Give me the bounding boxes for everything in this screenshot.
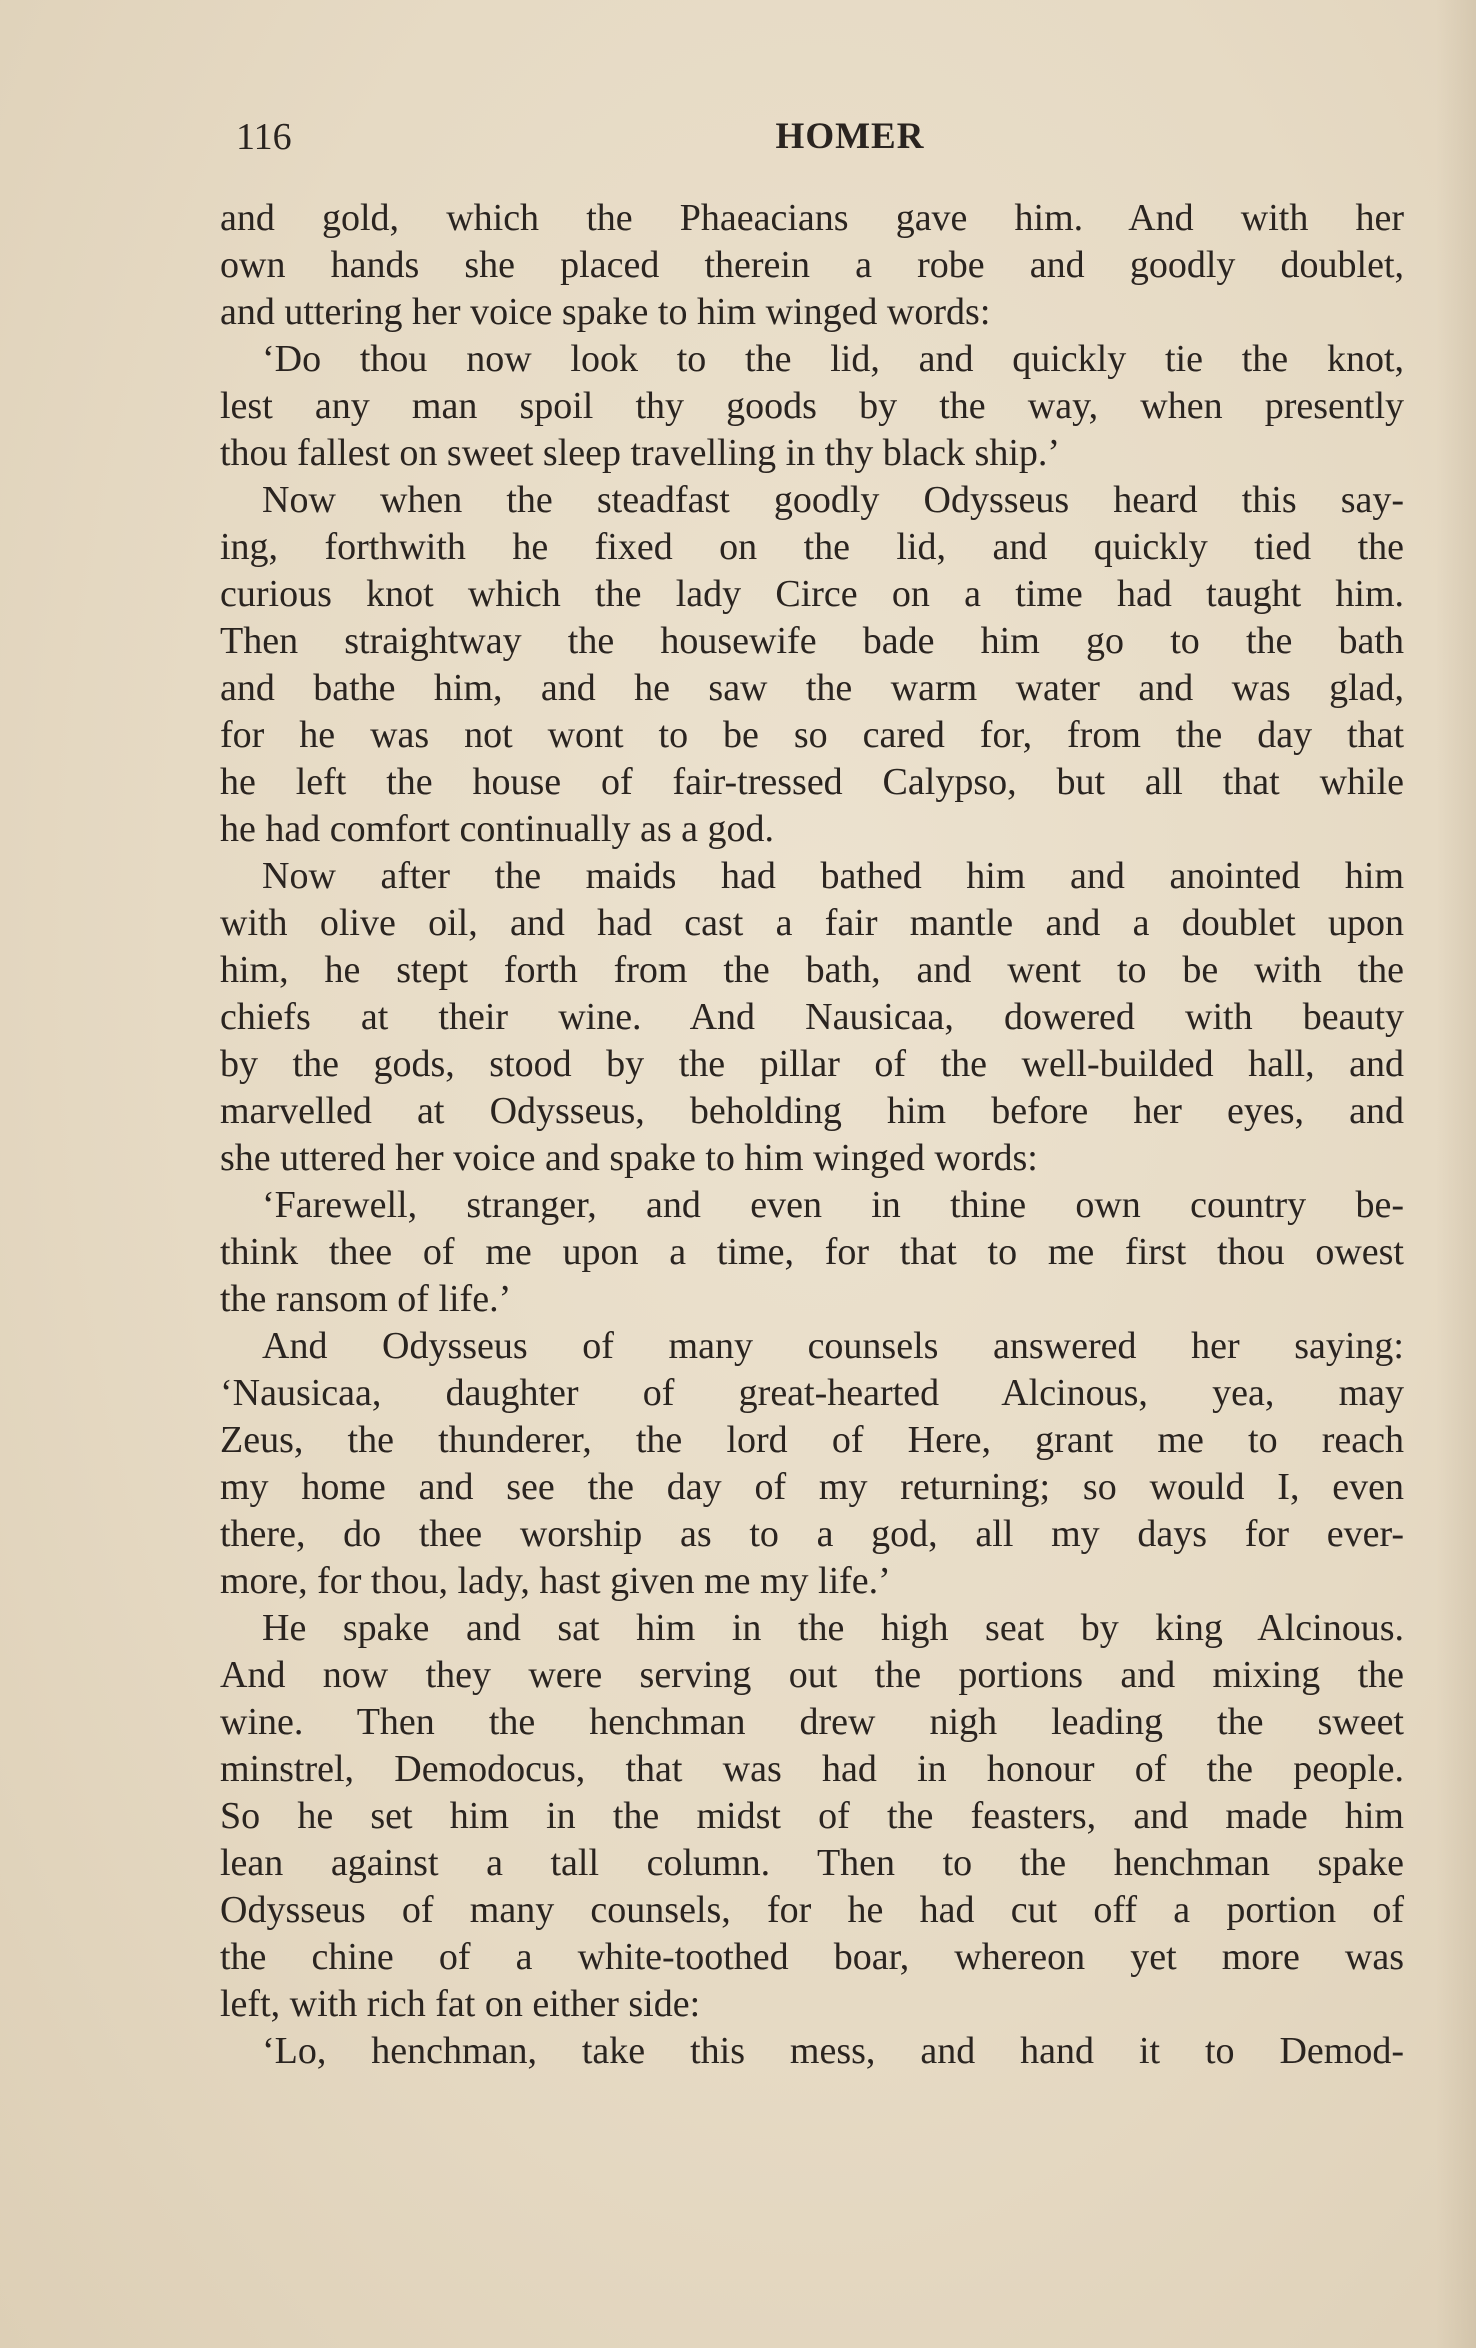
- running-head: [236, 112, 1404, 162]
- text-line: ‘Do thou now look to the lid, and quickly tie the knot,: [262, 338, 1404, 380]
- text-line: left, with rich fat on either side:: [220, 1983, 701, 2025]
- text-line: So he set him in the midst of the feasters, and made him: [220, 1795, 1404, 1837]
- text-line: Odysseus of many counsels, for he had cut off a portion of: [220, 1889, 1404, 1931]
- text-line: there, do thee worship as to a god, all my days for ever-: [220, 1513, 1404, 1555]
- text-line: He spake and sat him in the high seat by king Alcinous.: [262, 1607, 1404, 1649]
- text-line: my home and see the day of my returning; so would I, even: [220, 1466, 1404, 1508]
- text-line: marvelled at Odysseus, beholding him before her eyes, and: [220, 1090, 1404, 1132]
- text-line: ‘Lo, henchman, take this mess, and hand it to Demod-: [262, 2030, 1404, 2072]
- text-line: Now when the steadfast goodly Odysseus heard this say-: [262, 479, 1404, 521]
- text-line: more, for thou, lady, hast given me my life.’: [220, 1560, 891, 1602]
- text-line: him, he stept forth from the bath, and went to be with the: [220, 949, 1404, 991]
- text-line: minstrel, Demodocus, that was had in honour of the people.: [220, 1748, 1404, 1790]
- text-line: curious knot which the lady Circe on a time had taught him.: [220, 573, 1404, 615]
- text-line: Now after the maids had bathed him and anointed him: [262, 855, 1404, 897]
- text-line: he had comfort continually as a god.: [220, 808, 775, 850]
- text-line: the ransom of life.’: [220, 1278, 512, 1320]
- text-line: Zeus, the thunderer, the lord of Here, grant me to reach: [220, 1419, 1404, 1461]
- text-line: ing, forthwith he fixed on the lid, and quickly tied the: [220, 526, 1404, 568]
- page-edge-shading: [1436, 0, 1476, 2348]
- text-line: Then straightway the housewife bade him go to the bath: [220, 620, 1404, 662]
- text-line: with olive oil, and had cast a fair mantle and a doublet upon: [220, 902, 1404, 944]
- text-line: thou fallest on sweet sleep travelling in thy black ship.’: [220, 432, 1061, 474]
- text-line: he left the house of fair-tressed Calypso, but all that while: [220, 761, 1404, 803]
- text-line: lest any man spoil thy goods by the way, when presently: [220, 385, 1404, 427]
- text-line: and bathe him, and he saw the warm water and was glad,: [220, 667, 1404, 709]
- body-text: [220, 195, 1404, 2075]
- text-line: lean against a tall column. Then to the henchman spake: [220, 1842, 1404, 1884]
- text-line: chiefs at their wine. And Nausicaa, dowered with beauty: [220, 996, 1404, 1038]
- text-line: And now they were serving out the portions and mixing the: [220, 1654, 1404, 1696]
- text-line: the chine of a white-toothed boar, whereon yet more was: [220, 1936, 1404, 1978]
- text-line: think thee of me upon a time, for that to me first thou owest: [220, 1231, 1404, 1273]
- text-line: And Odysseus of many counsels answered her saying:: [262, 1325, 1404, 1367]
- text-line: by the gods, stood by the pillar of the well-builded hall, and: [220, 1043, 1404, 1085]
- text-line: she uttered her voice and spake to him winged words:: [220, 1137, 1038, 1179]
- text-line: wine. Then the henchman drew nigh leading the sweet: [220, 1701, 1404, 1743]
- text-line: and uttering her voice spake to him winged words:: [220, 291, 991, 333]
- text-line: for he was not wont to be so cared for, from the day that: [220, 714, 1404, 756]
- running-title: HOMER: [775, 116, 925, 157]
- text-line: ‘Farewell, stranger, and even in thine own country be-: [262, 1184, 1404, 1226]
- text-line: own hands she placed therein a robe and goodly doublet,: [220, 244, 1404, 286]
- text-line: and gold, which the Phaeacians gave him. And with her: [220, 197, 1404, 239]
- text-line: ‘Nausicaa, daughter of great-hearted Alcinous, yea, may: [220, 1372, 1404, 1414]
- page-number: 116: [236, 116, 292, 158]
